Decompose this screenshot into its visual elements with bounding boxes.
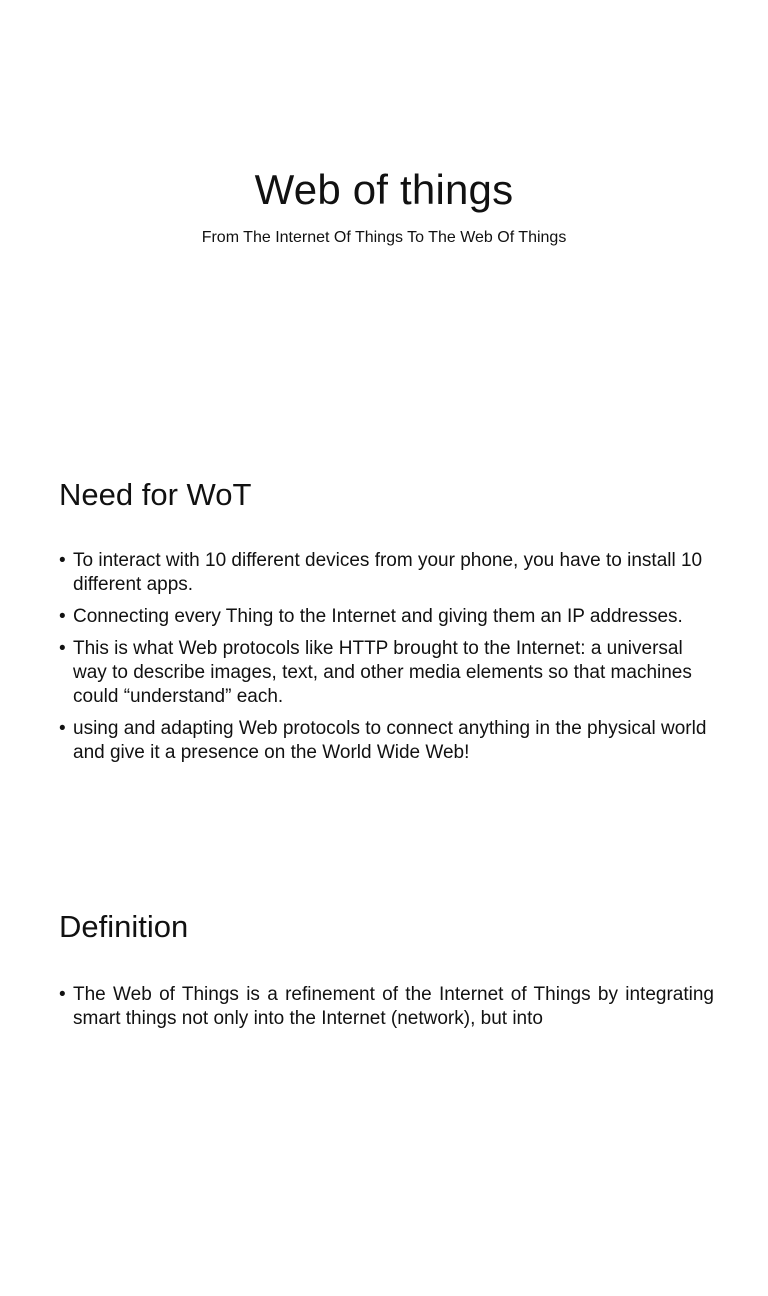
presentation-subtitle: From The Internet Of Things To The Web Of Things <box>201 229 567 246</box>
bullet-text: The Web of Things is a refinement of the Internet of Things by integrating smart things not only into the Internet (network), but into <box>73 984 714 1029</box>
title-slide <box>0 0 768 432</box>
bullet-text: To interact with 10 different devices from your phone, you have to install 10 different apps. <box>73 550 703 595</box>
bullet-item <box>59 717 714 765</box>
bullet-list <box>59 549 714 773</box>
bullet-text: using and adapting Web protocols to connect anything in the physical world and give it a presence on the World Wide Web! <box>73 718 707 763</box>
bullet-icon: • <box>59 984 66 1005</box>
bullet-list <box>59 983 714 1039</box>
bullet-icon: • <box>59 606 66 627</box>
bullet-text: This is what Web protocols like HTTP brought to the Internet: a universal way to describe images, text, and other media elements so that machines could “understand” each. <box>73 638 692 707</box>
bullet-icon: • <box>59 718 66 739</box>
bullet-item <box>59 549 714 597</box>
bullet-icon: • <box>59 638 66 659</box>
need-for-wot-slide <box>0 432 768 864</box>
presentation-title: Web of things <box>254 166 514 213</box>
bullet-icon: • <box>59 550 66 571</box>
bullet-item <box>59 637 714 709</box>
slide-heading: Definition <box>59 909 189 944</box>
bullet-item <box>59 605 714 629</box>
bullet-text: Connecting every Thing to the Internet and giving them an IP addresses. <box>73 606 683 627</box>
definition-slide <box>0 864 768 1296</box>
slide-heading: Need for WoT <box>59 477 252 512</box>
